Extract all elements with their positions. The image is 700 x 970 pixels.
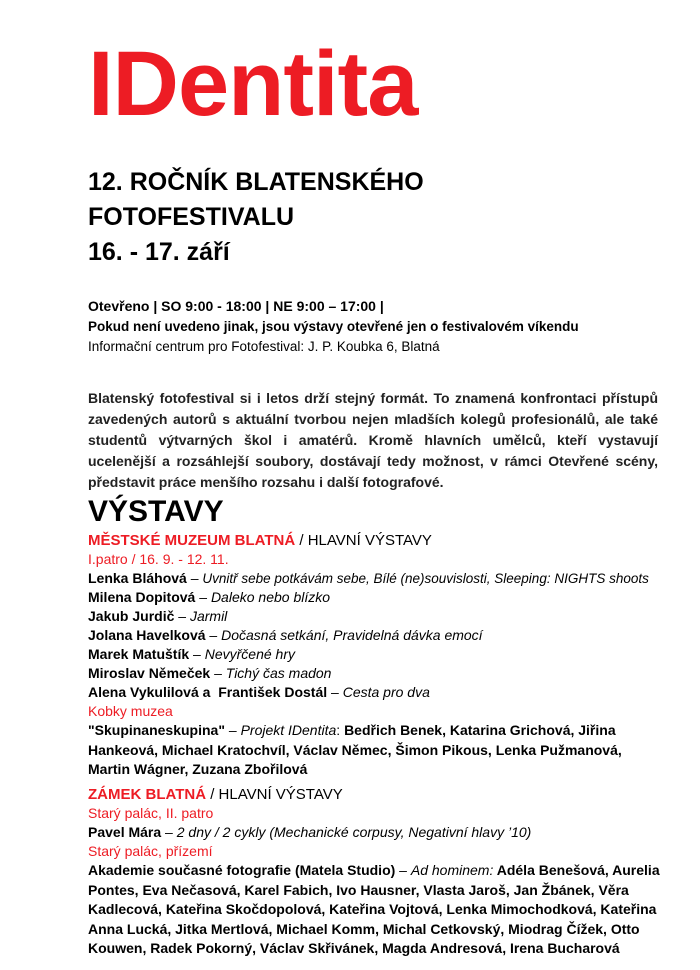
exhibit-row — [88, 607, 668, 626]
opening-note: Pokud není uvedeno jinak, jsou výstavy otevřené jen o festivalovém víkendu — [88, 319, 579, 334]
artist-name: Miroslav Němeček — [88, 665, 211, 681]
artist-name: Milena Dopitová — [88, 589, 196, 605]
exhibitions-heading: VÝSTAVY — [88, 495, 224, 528]
group-name: "Skupinaneskupina" — [88, 722, 225, 738]
separator: – — [174, 608, 190, 624]
work-title: Daleko nebo blízko — [210, 589, 331, 605]
castle-section — [88, 785, 668, 959]
intro-paragraph: Blatenský fotofestival si i letos drží stejný formát. To znamená konfrontaci přístupů zavedených autorů s aktuální tvorbou nejen mladších kolegů profesionálů, ale také studentů výtvarných škol i amatérů. Kromě hlavních umělců, kteří vystavují ucelenější a rozsáhlejší soubory, dostávají tedy možnost, v rámci Otevřené scény, představit práce menšího rozsahu i další fotografové. — [88, 390, 658, 490]
artist-name: Marek Matuštík — [88, 646, 190, 662]
museum-venue — [88, 531, 668, 550]
museum-floor: I.patro / 16. 9. - 12. 11. — [88, 551, 229, 567]
group-project: Ad hominem: — [410, 862, 494, 878]
group-exhibit — [88, 861, 660, 959]
separator: – — [195, 589, 211, 605]
work-title: Nevyřčené hry — [204, 646, 295, 662]
castle-floor-upper: Starý palác, II. patro — [88, 805, 214, 821]
artist-name: Pavel Mára — [88, 824, 162, 840]
artist-name: Jolana Havelková — [88, 627, 206, 643]
work-title: Cesta pro dva — [342, 684, 430, 700]
separator: – — [186, 570, 203, 586]
festival-logo: IDentita — [88, 33, 418, 135]
separator: – — [327, 684, 343, 700]
castle-venue-name: ZÁMEK BLATNÁ — [88, 786, 207, 803]
museum-venue-name: MĚSTSKÉ MUZEUM BLATNÁ — [88, 532, 296, 549]
exhibit-row — [88, 823, 668, 842]
exhibit-row — [88, 588, 668, 607]
exhibit-row — [88, 645, 668, 664]
separator: – — [161, 824, 177, 840]
separator: – — [189, 646, 205, 662]
opening-hours: Otevřeno | SO 9:00 - 18:00 | NE 9:00 – 17:00 | — [88, 298, 384, 314]
museum-cellars: Kobky muzea — [88, 703, 173, 719]
exhibit-row — [88, 569, 668, 588]
title-line-1: 12. ROČNÍK BLATENSKÉHO — [88, 168, 424, 196]
separator: – — [224, 722, 241, 738]
separator: – — [395, 862, 411, 878]
group-name: Akademie současné fotografie (Matela Studio) — [88, 862, 396, 878]
work-title: Jarmil — [189, 608, 228, 624]
artist-name: Lenka Bláhová — [88, 570, 187, 586]
group-project: Projekt IDentita — [240, 722, 337, 738]
separator: – — [205, 627, 222, 643]
artist-name: Alena Vykulilová a František Dostál — [88, 684, 328, 700]
title-dates: 16. - 17. září — [88, 238, 230, 266]
museum-section — [88, 531, 668, 780]
work-title: Tichý čas madon — [225, 665, 332, 681]
work-title: Dočasná setkání, Pravidelná dávka emocí — [221, 627, 483, 643]
artist-name: Jakub Jurdič — [88, 608, 175, 624]
colon: : — [336, 722, 345, 738]
museum-category: / HLAVNÍ VÝSTAVY — [295, 532, 432, 549]
work-title: 2 dny / 2 cykly (Mechanické corpusy, Negativní hlavy ’10) — [176, 824, 532, 840]
opening-info — [88, 296, 678, 357]
castle-floor-ground: Starý palác, přízemí — [88, 843, 213, 859]
castle-category: / HLAVNÍ VÝSTAVY — [206, 786, 343, 803]
exhibit-row — [88, 683, 668, 702]
castle-venue — [88, 785, 668, 804]
festival-title — [88, 165, 424, 270]
group-members: Adéla Benešová, Aurelia Pontes, Eva Nečasová, Karel Fabich, Ivo Hausner, Vlasta Jaroš, Jan Žbánek, Věra Kadlecová, Kateřina Skočdopolová, Kateřina Vojtová, Lenka Mimochodková, Kateřina Anna Lucká, Jitka Mertlová, Michael Komm, Michal Cetkovský, Miodrag Čížek, Otto Kouwen, Radek Pokorný, Václav Skřivánek, Magda Andresová, Irena Bucharová — [88, 862, 660, 956]
exhibit-row — [88, 626, 668, 645]
title-line-2: FOTOFESTIVALU — [88, 203, 295, 231]
exhibit-row — [88, 664, 668, 683]
group-exhibit — [88, 721, 628, 780]
info-centre: Informační centrum pro Fotofestival: J. P. Koubka 6, Blatná — [88, 339, 440, 354]
group-members: Bedřich Benek, Katarina Grichová, Jiřina Hankeová, Michael Kratochvíl, Václav Němec, Šimon Pikous, Lenka Pužmanová, Martin Wágner, Zuzana Zbořilová — [88, 722, 622, 777]
separator: – — [210, 665, 226, 681]
work-title: Uvnitř sebe potkávám sebe, Bílé (ne)souvislosti, Sleeping: NIGHTS shoots — [202, 571, 649, 586]
